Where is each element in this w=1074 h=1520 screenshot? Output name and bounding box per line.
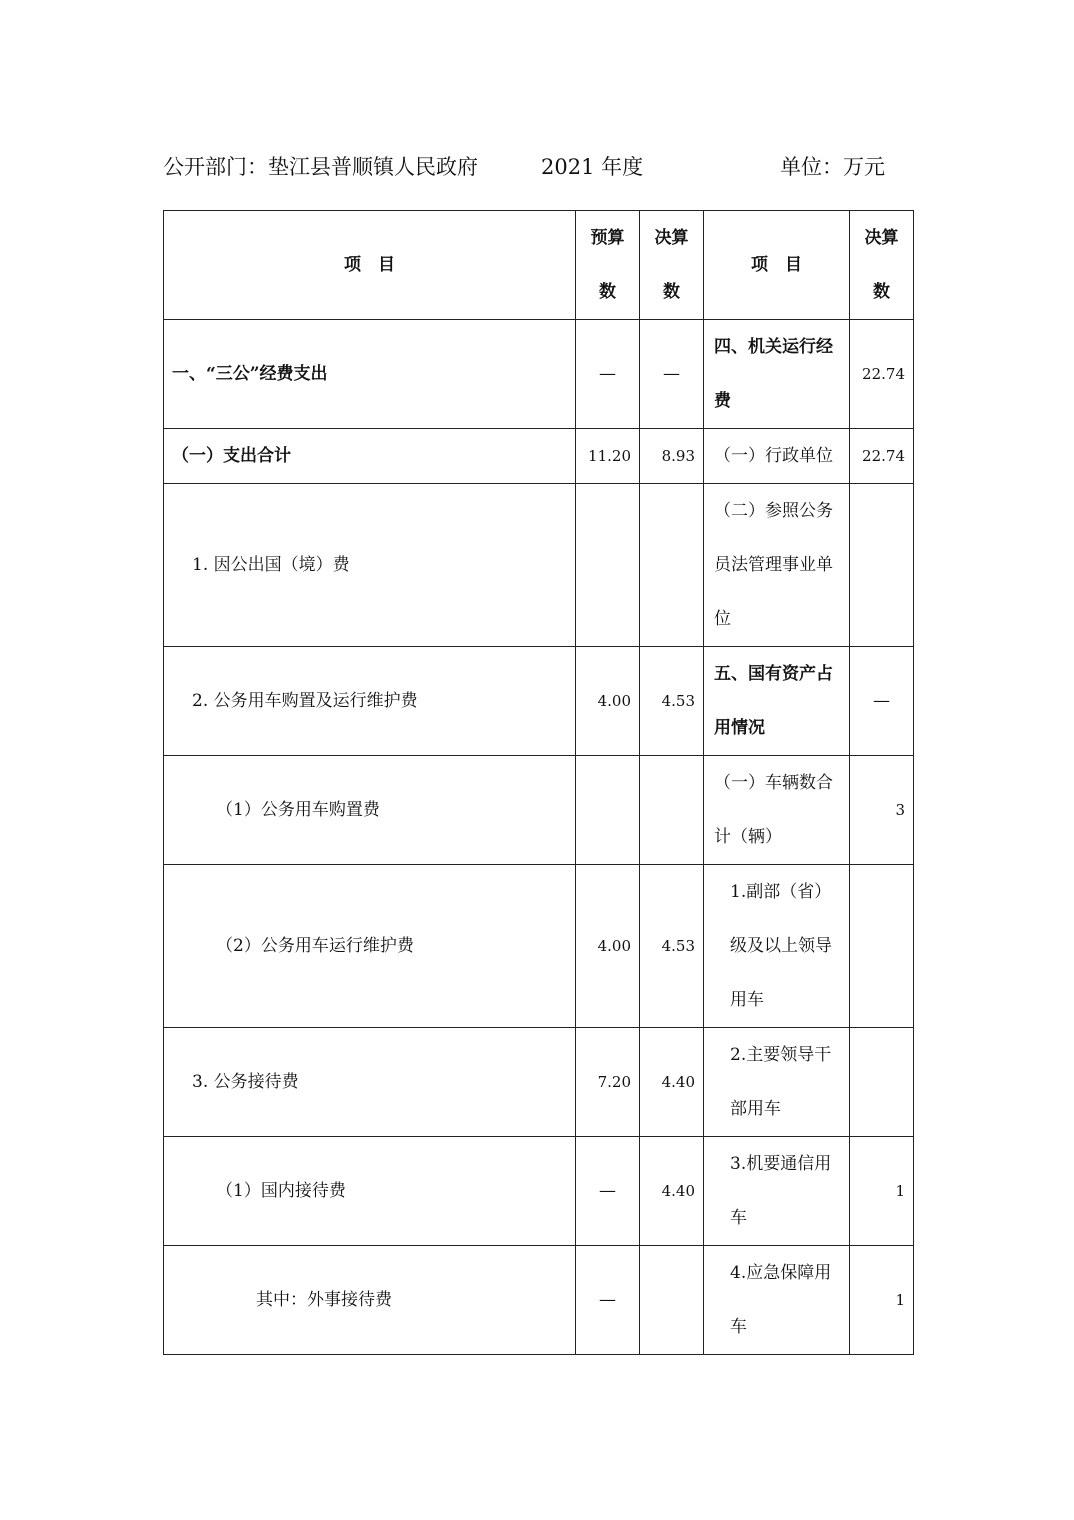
row-right-value: 3 xyxy=(850,756,914,865)
row-label: （1）公务用车购置费 xyxy=(164,756,576,865)
row-final xyxy=(640,756,704,865)
row-label: 3. 公务接待费 xyxy=(164,1028,576,1137)
row-final: 4.40 xyxy=(640,1137,704,1246)
row-label: （一）支出合计 xyxy=(164,429,576,484)
row-budget: — xyxy=(576,320,640,429)
three-public-expense-table xyxy=(163,210,914,1355)
row-label: 2. 公务用车购置及运行维护费 xyxy=(164,647,576,756)
row-label: 一、“三公”经费支出 xyxy=(164,320,576,429)
row-right-label: 3.机要通信用车 xyxy=(704,1137,850,1246)
table-row xyxy=(164,1246,914,1355)
row-budget: — xyxy=(576,1137,640,1246)
table-row xyxy=(164,320,914,429)
department-label: 公开部门：垫江县普顺镇人民政府 xyxy=(163,155,478,179)
row-right-label: 4.应急保障用车 xyxy=(704,1246,850,1355)
row-label: 其中：外事接待费 xyxy=(164,1246,576,1355)
header-final-left: 决算数 xyxy=(640,211,704,320)
year-label: 2021 年度 xyxy=(541,155,644,179)
row-final: — xyxy=(640,320,704,429)
header-budget: 预算数 xyxy=(576,211,640,320)
row-right-value: 22.74 xyxy=(850,320,914,429)
table-row xyxy=(164,484,914,647)
table-row xyxy=(164,865,914,1028)
row-right-value xyxy=(850,484,914,647)
row-right-label: 四、机关运行经费 xyxy=(704,320,850,429)
row-right-value: 1 xyxy=(850,1137,914,1246)
row-right-value xyxy=(850,865,914,1028)
row-right-label: （二）参照公务员法管理事业单位 xyxy=(704,484,850,647)
row-final: 4.40 xyxy=(640,1028,704,1137)
row-right-value: — xyxy=(850,647,914,756)
row-label: 1. 因公出国（境）费 xyxy=(164,484,576,647)
table-row xyxy=(164,1028,914,1137)
row-right-label: （一）车辆数合计（辆） xyxy=(704,756,850,865)
unit-label: 单位：万元 xyxy=(780,155,885,179)
row-right-value xyxy=(850,1028,914,1137)
row-right-label: 五、国有资产占用情况 xyxy=(704,647,850,756)
row-right-value: 1 xyxy=(850,1246,914,1355)
header-final-right: 决算数 xyxy=(850,211,914,320)
row-budget xyxy=(576,484,640,647)
row-label: （2）公务用车运行维护费 xyxy=(164,865,576,1028)
row-right-label: （一）行政单位 xyxy=(704,429,850,484)
table-row xyxy=(164,647,914,756)
row-budget: 11.20 xyxy=(576,429,640,484)
row-budget xyxy=(576,756,640,865)
row-budget: 4.00 xyxy=(576,647,640,756)
row-final: 8.93 xyxy=(640,429,704,484)
row-budget: — xyxy=(576,1246,640,1355)
header-item-left: 项 目 xyxy=(164,211,576,320)
row-final xyxy=(640,484,704,647)
row-final: 4.53 xyxy=(640,647,704,756)
row-right-value: 22.74 xyxy=(850,429,914,484)
row-budget: 4.00 xyxy=(576,865,640,1028)
row-budget: 7.20 xyxy=(576,1028,640,1137)
row-final xyxy=(640,1246,704,1355)
table-header-row xyxy=(164,211,914,320)
row-right-label: 1.副部（省）级及以上领导用车 xyxy=(704,865,850,1028)
row-right-label: 2.主要领导干部用车 xyxy=(704,1028,850,1137)
table-row xyxy=(164,756,914,865)
row-final: 4.53 xyxy=(640,865,704,1028)
table-row xyxy=(164,1137,914,1246)
header-item-right: 项 目 xyxy=(704,211,850,320)
table-row xyxy=(164,429,914,484)
row-label: （1）国内接待费 xyxy=(164,1137,576,1246)
document-header xyxy=(163,150,913,184)
